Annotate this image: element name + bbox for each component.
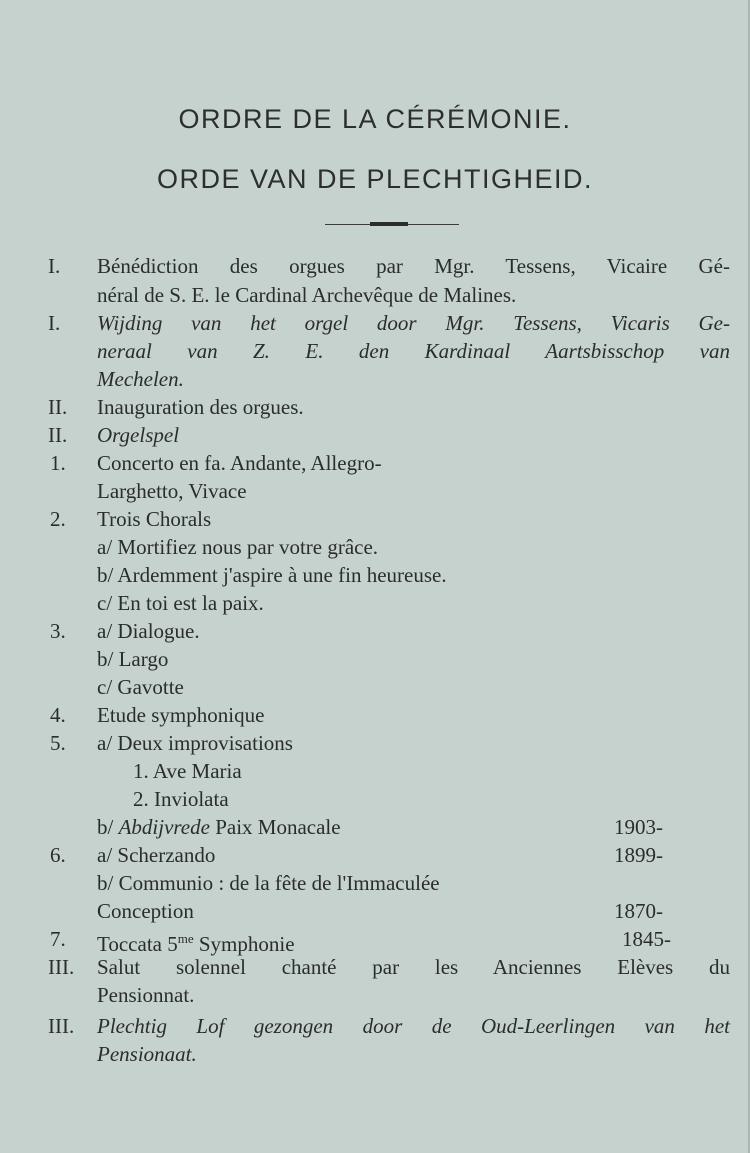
- roman-numeral: II.: [48, 423, 68, 447]
- composer-dates: 1845-: [622, 927, 671, 951]
- piece-title: b/ Communio : de la fête de l'Immaculée: [97, 871, 440, 895]
- item-text: Plechtig Lof gezongen door de Oud-Leerlingen van het: [97, 1014, 730, 1038]
- piece-title: c/ En toi est la paix.: [97, 591, 264, 615]
- composer-dates: 1899-: [614, 843, 663, 867]
- piece-title: c/ Gavotte: [97, 675, 184, 699]
- roman-numeral: III.: [48, 955, 75, 979]
- ornament-rule-center: [370, 222, 408, 226]
- piece-number: 4.: [50, 703, 66, 727]
- piece-title: [97, 813, 341, 841]
- piece-title: 1. Ave Maria: [133, 759, 242, 783]
- piece-title: a/ Dialogue.: [97, 619, 200, 643]
- item-text: Pensionnat.: [97, 983, 195, 1007]
- item-text: Inauguration des orgues.: [97, 395, 304, 419]
- piece-title: a/ Scherzando: [97, 843, 216, 867]
- piece-title: Larghetto, Vivace: [97, 479, 247, 503]
- piece-title: a/ Mortifiez nous par votre grâce.: [97, 535, 379, 559]
- piece-title: Conception: [97, 899, 194, 923]
- piece-title: Trois Chorals: [97, 507, 212, 531]
- piece-title-part: Toccata 5: [97, 932, 178, 956]
- piece-title-dutch: Abdijvrede: [118, 815, 210, 839]
- piece-title-part: Symphonie: [193, 932, 295, 956]
- piece-number: 2.: [50, 507, 66, 531]
- item-text: Salut solennel chanté par les Anciennes Elèves du: [97, 955, 730, 979]
- item-text: Wijding van het orgel door Mgr. Tessens, Vicaris Ge-: [97, 311, 730, 335]
- composer-dates: 1903-: [614, 815, 663, 839]
- piece-title-superscript: me: [177, 931, 194, 946]
- piece-prefix: b/: [97, 815, 114, 839]
- item-text: Pensionaat.: [97, 1042, 197, 1066]
- piece-number: 1.: [50, 451, 66, 475]
- item-text: Mechelen.: [97, 367, 184, 391]
- piece-number: 7.: [50, 927, 66, 951]
- piece-title: b/ Ardemment j'aspire à une fin heureuse.: [97, 563, 447, 587]
- piece-number: 3.: [50, 619, 66, 643]
- piece-title: 2. Inviolata: [133, 787, 229, 811]
- piece-title: a/ Deux improvisations: [97, 731, 293, 755]
- item-text: néral de S. E. le Cardinal Archevêque de Malines.: [97, 283, 517, 307]
- piece-number: 5.: [50, 731, 66, 755]
- item-text: neraal van Z. E. den Kardinaal Aartsbisschop van: [97, 339, 730, 363]
- piece-title-french: Paix Monacale: [215, 815, 341, 839]
- piece-number: 6.: [50, 843, 66, 867]
- title-french: ORDRE DE LA CÉRÉMONIE.: [178, 104, 572, 134]
- piece-title: Etude symphonique: [97, 703, 265, 727]
- item-text: Bénédiction des orgues par Mgr. Tessens, Vicaire Gé-: [97, 254, 730, 278]
- composer-dates: 1870-: [614, 899, 663, 923]
- title-dutch: ORDE VAN DE PLECHTIGHEID.: [156, 164, 594, 194]
- piece-title: Concerto en fa. Andante, Allegro-: [97, 451, 382, 475]
- roman-numeral: III.: [48, 1014, 75, 1038]
- roman-numeral: I.: [48, 254, 61, 278]
- roman-numeral: I.: [48, 311, 61, 335]
- piece-title: b/ Largo: [97, 647, 169, 671]
- item-text: Orgelspel: [97, 423, 180, 447]
- roman-numeral: II.: [48, 395, 68, 419]
